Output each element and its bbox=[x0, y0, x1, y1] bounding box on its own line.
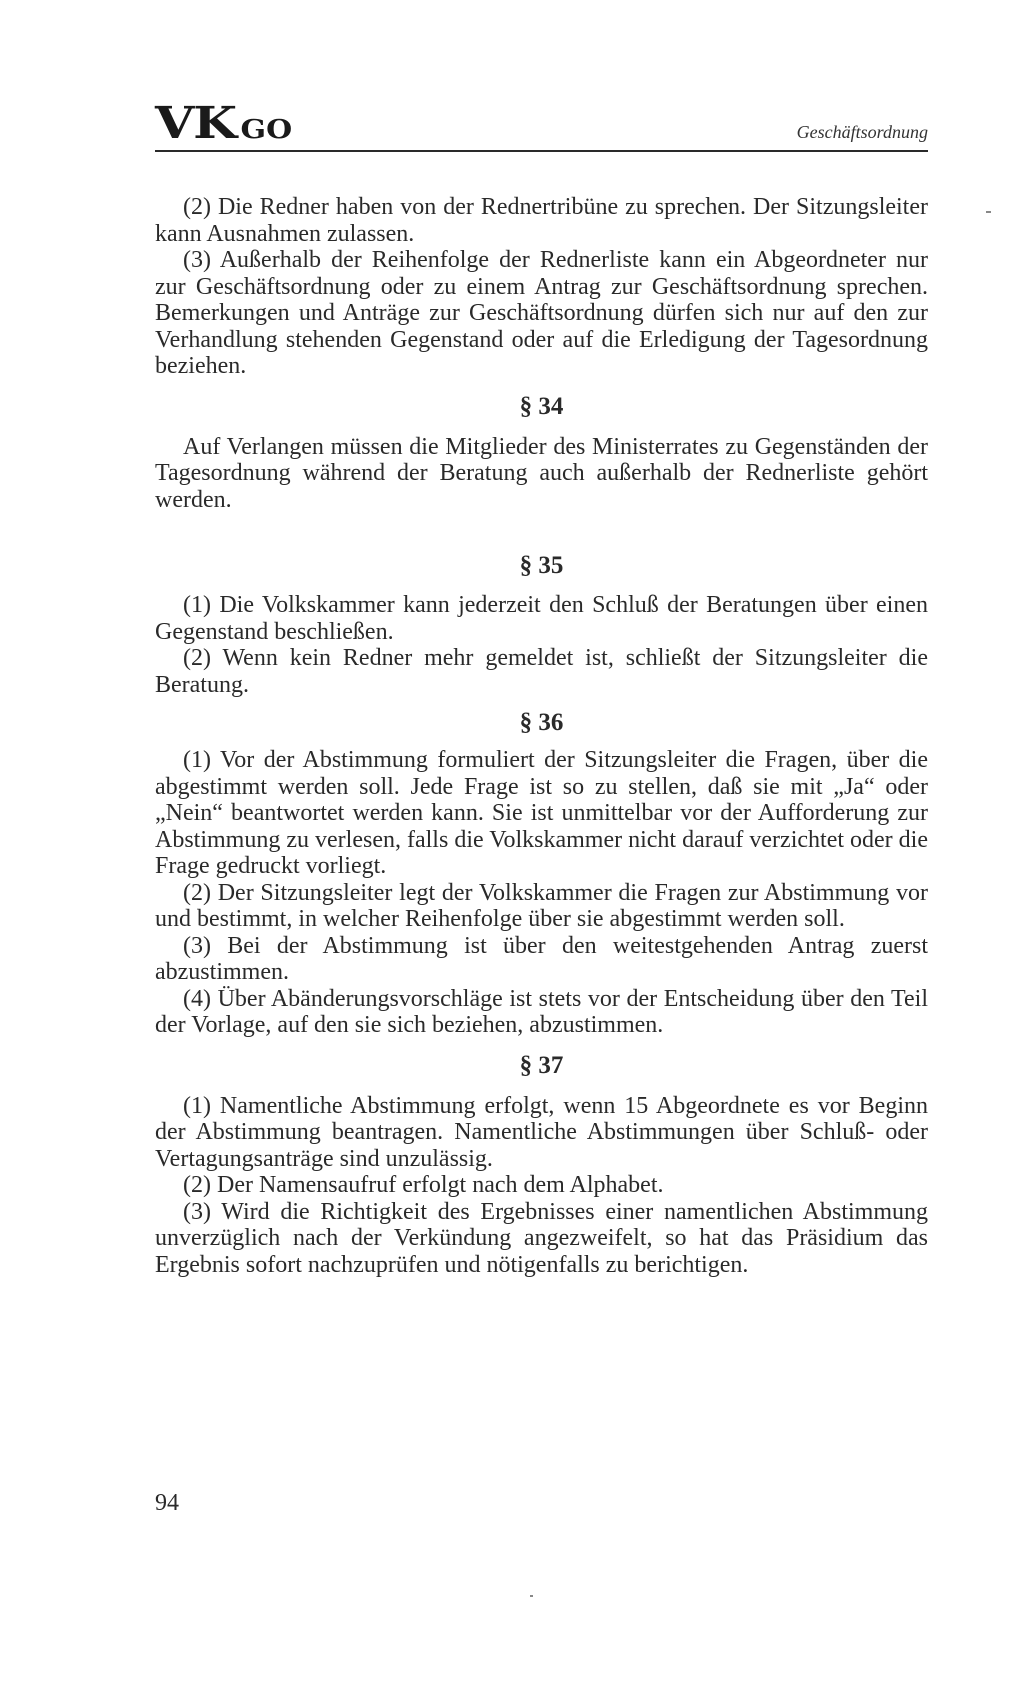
print-speck bbox=[530, 1595, 533, 1597]
page-header bbox=[155, 100, 928, 152]
paragraph: (2) Wenn kein Redner mehr gemeldet ist, schließt der Sitzungsleiter die Beratung. bbox=[155, 645, 928, 698]
logo-main-text: VK bbox=[155, 98, 236, 149]
page-number: 94 bbox=[155, 1490, 179, 1516]
body-text bbox=[155, 194, 928, 1278]
paragraph: (2) Die Redner haben von der Rednertribüne zu sprechen. Der Sitzungsleiter kann Ausnahmen zulassen. bbox=[155, 194, 928, 247]
paragraph: (1) Vor der Abstimmung formuliert der Sitzungsleiter die Fragen, über die abgestimmt werden soll. Jede Frage ist so zu stellen, daß sie mit „Ja“ oder „Nein“ beantwortet werden kann. Sie ist unmittelbar vor der Aufforderung zur Abstimmung zu verlesen, falls die Volkskammer nicht darauf verzichtet oder die Frage gedruckt vorliegt. bbox=[155, 747, 928, 879]
logo-small-text: GO bbox=[240, 115, 293, 145]
section-heading: § 34 bbox=[519, 392, 564, 420]
paragraph: (4) Über Abänderungsvorschläge ist stets vor der Entscheidung über den Teil der Vorlage, auf den sie sich beziehen, abzustimmen. bbox=[155, 985, 928, 1038]
section-heading: § 36 bbox=[519, 709, 564, 736]
section-heading: § 35 bbox=[519, 552, 564, 579]
publisher-logo bbox=[155, 98, 293, 150]
paragraph: Auf Verlangen müssen die Mitglieder des Ministerrates zu Gegenständen der Tagesordnung während der Beratung auch außerhalb der Rednerliste gehört werden. bbox=[155, 433, 928, 513]
paragraph: (2) Der Sitzungsleiter legt der Volkskammer die Fragen zur Abstimmung vor und bestimmt, in welcher Reihenfolge über sie abgestimmt werden soll. bbox=[155, 879, 928, 932]
paragraph: (1) Die Volkskammer kann jederzeit den Schluß der Beratungen über einen Gegenstand beschließen. bbox=[155, 592, 928, 645]
print-speck bbox=[986, 211, 991, 213]
section-heading: § 37 bbox=[519, 1051, 564, 1079]
running-head: Geschäftsordnung bbox=[796, 122, 928, 142]
paragraph: (1) Namentliche Abstimmung erfolgt, wenn 15 Abgeordnete es vor Beginn der Abstimmung beantragen. Namentliche Abstimmungen über Schluß- oder Vertagungsanträge sind unzulässig. bbox=[155, 1092, 928, 1172]
paragraph: (2) Der Namensaufruf erfolgt nach dem Alphabet. bbox=[183, 1172, 664, 1198]
paragraph: (3) Außerhalb der Reihenfolge der Rednerliste kann ein Abgeordneter nur zur Geschäftsordnung oder zu einem Antrag zur Geschäftsordnung sprechen. Bemerkungen und Anträge zur Geschäftsordnung dürfen sich nur auf den zur Verhandlung stehenden Gegenstand oder auf die Erledigung der Tagesordnung beziehen. bbox=[155, 247, 928, 379]
paragraph: (3) Wird die Richtigkeit des Ergebnisses einer namentlichen Abstimmung unverzüglich nach der Verkündung angezweifelt, so hat das Präsidium das Ergebnis sofort nachzuprüfen und nötigenfalls zu berichtigen. bbox=[155, 1198, 928, 1278]
paragraph: (3) Bei der Abstimmung ist über den weitestgehenden Antrag zuerst abzustimmen. bbox=[155, 932, 928, 985]
